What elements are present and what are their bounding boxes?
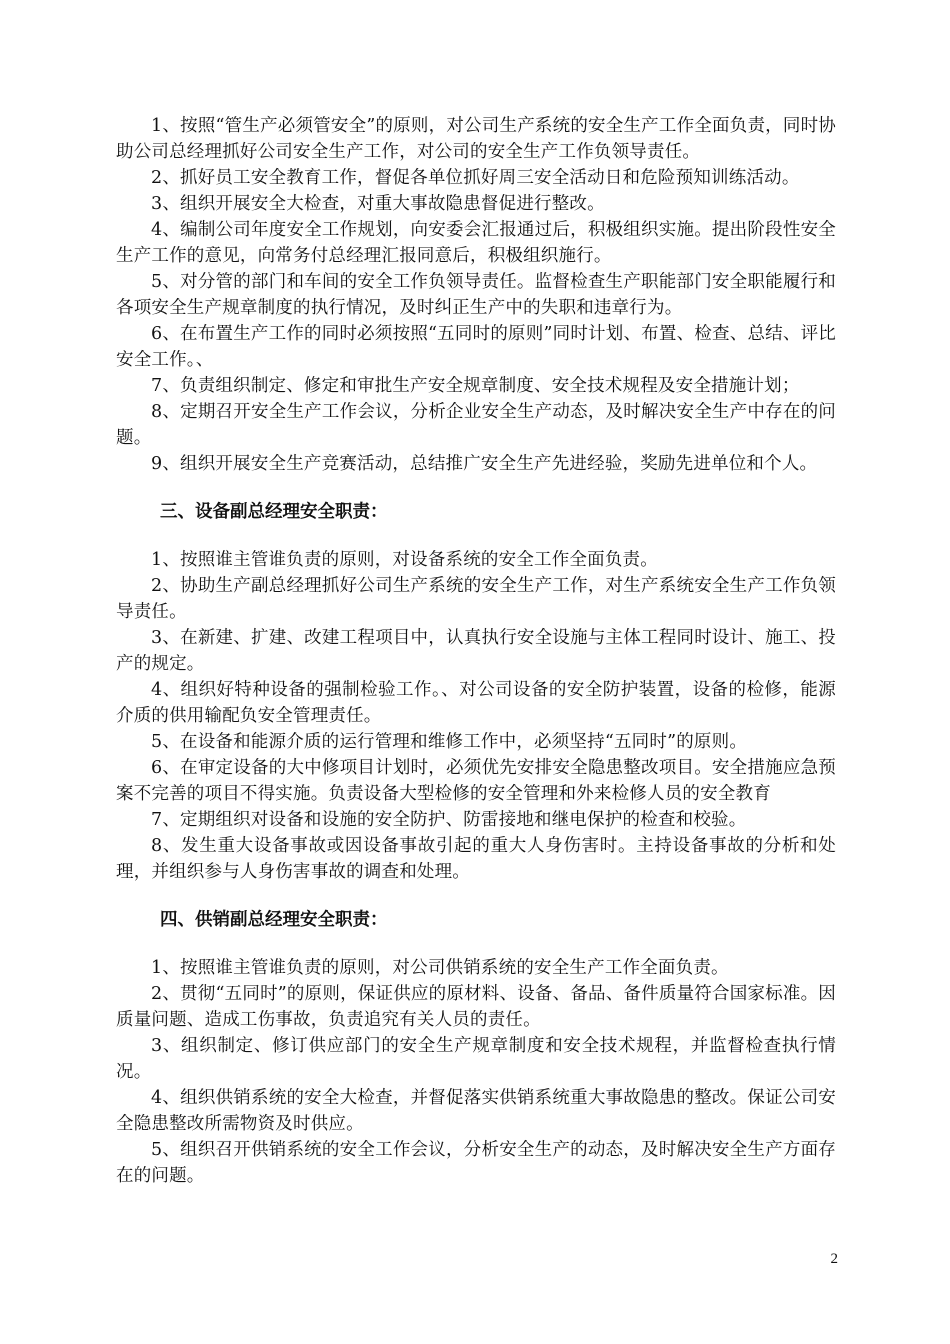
list-item: 5、对分管的部门和车间的安全工作负领导责任。监督检查生产职能部门安全职能履行和各项安全生产规章制度的执行情况，及时纠正生产中的失职和违章行为。 <box>116 272 836 318</box>
page-number: 2 <box>830 1251 838 1267</box>
list-item: 1、按照“管生产必须管安全”的原则，对公司生产系统的安全生产工作全面负责，同时协助公司总经理抓好公司安全生产工作，对公司的安全生产工作负领导责任。 <box>116 116 836 162</box>
list-item: 3、在新建、扩建、改建工程项目中，认真执行安全设施与主体工程同时设计、施工、投产的规定。 <box>116 628 836 674</box>
section-3-heading: 三、设备副总经理安全职责： <box>160 502 388 522</box>
list-item: 4、组织供销系统的安全大检查，并督促落实供销系统重大事故隐患的整改。保证公司安全隐患整改所需物资及时供应。 <box>116 1088 836 1134</box>
section-2-list <box>116 113 836 477</box>
list-item: 1、按照谁主管谁负责的原则，对设备系统的安全工作全面负责。 <box>151 550 658 570</box>
list-item: 5、在设备和能源介质的运行管理和维修工作中，必须坚持“五同时”的原则。 <box>151 732 748 752</box>
list-item: 7、负责组织制定、修定和审批生产安全规章制度、安全技术规程及安全措施计划； <box>151 376 800 396</box>
list-item: 2、协助生产副总经理抓好公司生产系统的安全生产工作，对生产系统安全生产工作负领导责任。 <box>116 576 836 622</box>
list-item: 6、在布置生产工作的同时必须按照“五同时的原则”同时计划、布置、检查、总结、评比安全工作。、 <box>116 324 836 370</box>
list-item: 2、抓好员工安全教育工作，督促各单位抓好周三安全活动日和危险预知训练活动。 <box>151 168 800 188</box>
document-body <box>116 113 836 1189</box>
list-item: 6、在审定设备的大中修项目计划时，必须优先安排安全隐患整改项目。安全措施应急预案不完善的项目不得实施。负责设备大型检修的安全管理和外来检修人员的安全教育 <box>116 758 836 804</box>
list-item: 5、组织召开供销系统的安全工作会议，分析安全生产的动态，及时解决安全生产方面存在的问题。 <box>116 1140 836 1186</box>
list-item: 7、定期组织对设备和设施的安全防护、防雷接地和继电保护的检查和校验。 <box>151 810 747 830</box>
section-4-list <box>116 955 836 1189</box>
section-4-heading: 四、供销副总经理安全职责： <box>160 910 388 930</box>
list-item: 3、组织制定、修订供应部门的安全生产规章制度和安全技术规程，并监督检查执行情况。 <box>116 1036 836 1082</box>
list-item: 3、组织开展安全大检查，对重大事故隐患督促进行整改。 <box>151 194 605 214</box>
section-3-list <box>116 547 836 885</box>
list-item: 9、组织开展安全生产竞赛活动，总结推广安全生产先进经验，奖励先进单位和个人。 <box>151 454 818 474</box>
list-item: 1、按照谁主管谁负责的原则，对公司供销系统的安全生产工作全面负责。 <box>151 958 729 978</box>
list-item: 4、编制公司年度安全工作规划，向安委会汇报通过后，积极组织实施。提出阶段性安全生产工作的意见，向常务付总经理汇报同意后，积极组织施行。 <box>116 220 836 266</box>
list-item: 2、贯彻“五同时”的原则，保证供应的原材料、设备、备品、备件质量符合国家标准。因质量问题、造成工伤事故，负责追究有关人员的责任。 <box>116 984 836 1030</box>
list-item: 8、发生重大设备事故或因设备事故引起的重大人身伤害时。主持设备事故的分析和处理，并组织参与人身伤害事故的调查和处理。 <box>116 836 836 882</box>
list-item: 8、定期召开安全生产工作会议，分析企业安全生产动态，及时解决安全生产中存在的问题。 <box>116 402 836 448</box>
list-item: 4、组织好特种设备的强制检验工作。、对公司设备的安全防护装置，设备的检修，能源介质的供用输配负安全管理责任。 <box>116 680 836 726</box>
